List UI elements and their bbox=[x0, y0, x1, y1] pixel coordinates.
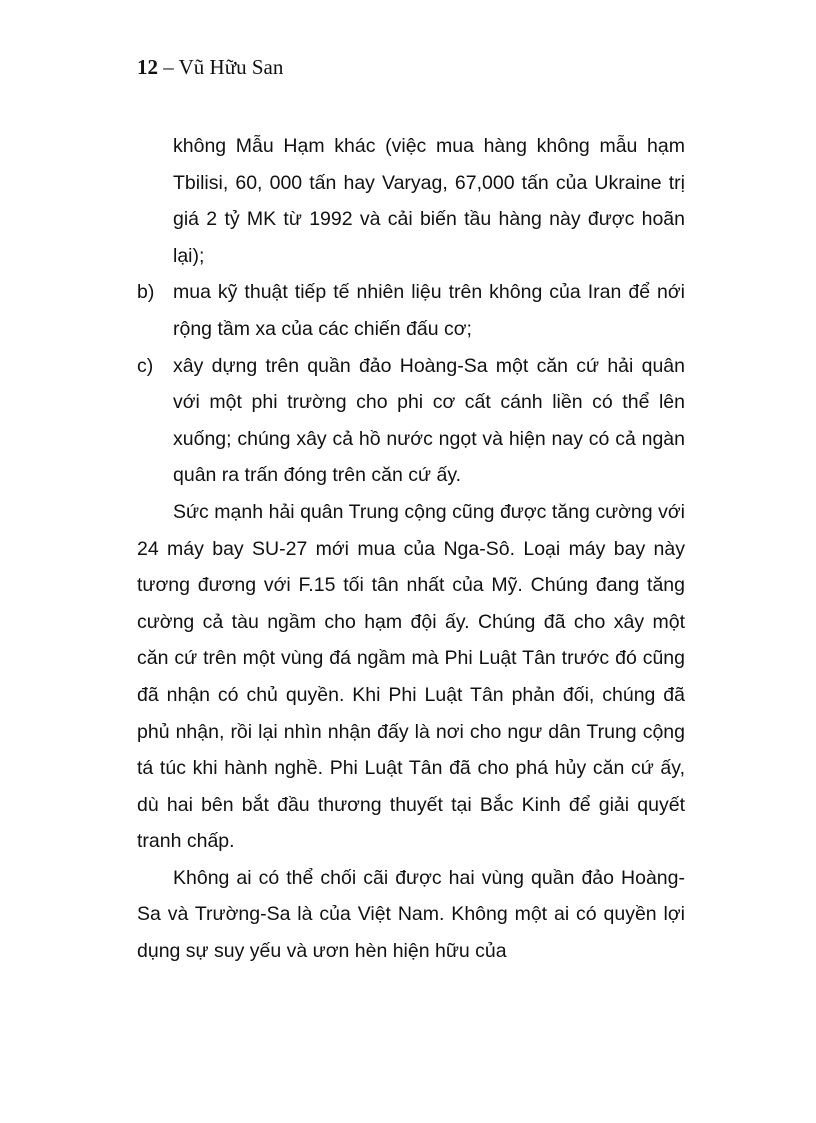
author-name: Vũ Hữu San bbox=[178, 55, 284, 79]
body-text bbox=[137, 128, 685, 970]
list-marker: c) bbox=[137, 354, 154, 377]
continuation-paragraph: không Mẫu Hạm khác (việc mua hàng không mẫu hạm Tbilisi, 60, 000 tấn hay Varyag, 67,000 tấn của Ukraine trị giá 2 tỷ MK từ 1992 và cải biến tầu hàng này được hoãn lại); bbox=[173, 135, 685, 267]
page-header bbox=[137, 52, 283, 82]
list-item-text: mua kỹ thuật tiếp tế nhiên liệu trên không của Iran để nới rộng tầm xa của các chiến đấu cơ; bbox=[173, 281, 685, 340]
list-item-b bbox=[137, 274, 685, 347]
body-paragraph: Sức mạnh hải quân Trung cộng cũng được tăng cường với 24 máy bay SU-27 mới mua của Nga-Sô. Loại máy bay này tương đương với F.15 tối tân nhất của Mỹ. Chúng đang tăng cường cả tàu ngầm cho hạm đội ấy. Chúng đã cho xây một căn cứ trên một vùng đá ngầm mà Phi Luật Tân trước đó cũng đã nhận có chủ quyền. Khi Phi Luật Tân phản đối, chúng đã phủ nhận, rồi lại nhìn nhận đấy là nơi cho ngư dân Trung cộng tá túc khi hành nghề. Phi Luật Tân đã cho phá hủy căn cứ ấy, dù hai bên bắt đầu thương thuyết tại Bắc Kinh để giải quyết tranh chấp. bbox=[137, 500, 685, 853]
list-marker: b) bbox=[137, 281, 155, 304]
page-number: 12 bbox=[137, 55, 158, 79]
header-separator: – bbox=[158, 55, 179, 79]
list-item-c bbox=[137, 348, 685, 494]
body-paragraph: Không ai có thể chối cãi được hai vùng quần đảo Hoàng-Sa và Trường-Sa là của Việt Nam. Không một ai có quyền lợi dụng sự suy yếu và ươn hèn hiện hữu của bbox=[137, 866, 685, 963]
list-item-text: xây dựng trên quần đảo Hoàng-Sa một căn cứ hải quân với một phi trường cho phi cơ cất cánh liền có thể lên xuống; chúng xây cả hồ nước ngọt và hiện nay có cả ngàn quân ra trấn đóng trên căn cứ ấy. bbox=[173, 354, 685, 487]
